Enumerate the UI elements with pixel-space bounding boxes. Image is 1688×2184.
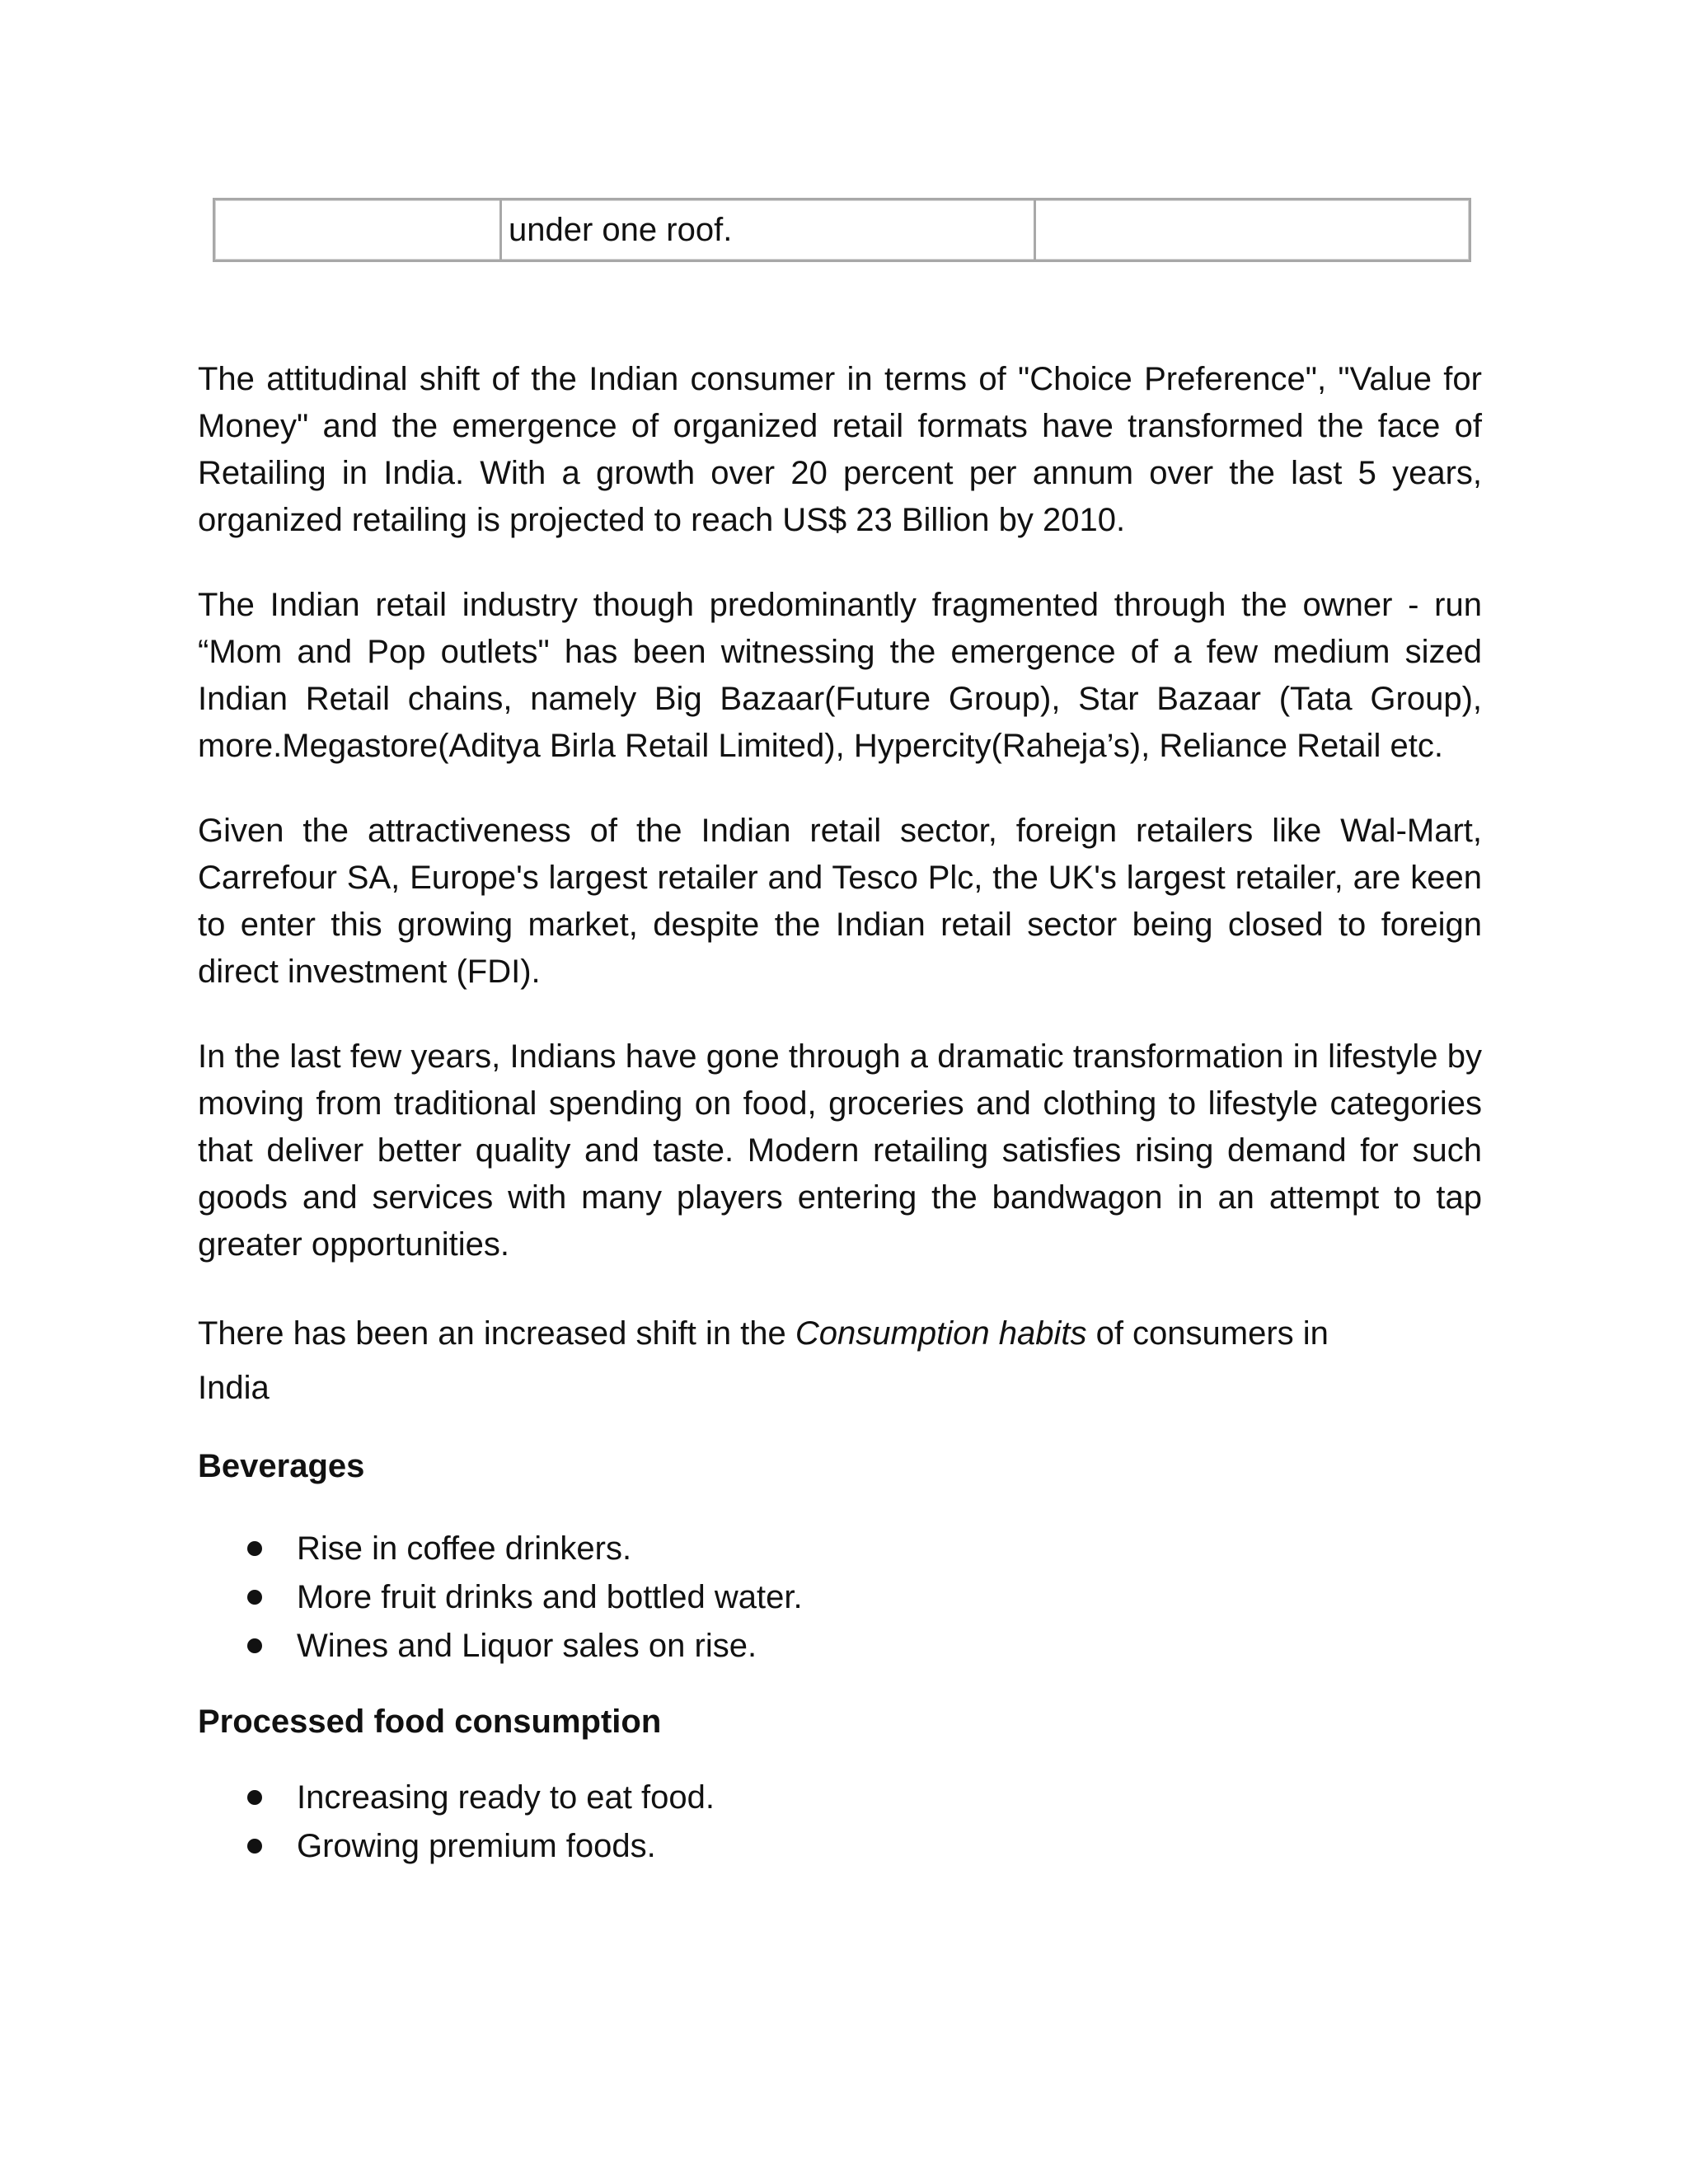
list-item-text: Growing premium foods. (297, 1828, 656, 1864)
consumption-text-last-line: India (198, 1370, 270, 1406)
processed-food-list (198, 1774, 1482, 1871)
heading-processed-food: Processed food consumption (198, 1704, 662, 1740)
beverages-list (198, 1525, 1482, 1671)
table-cell (214, 199, 501, 261)
list-item (198, 1774, 1482, 1822)
bullet-icon (247, 1638, 262, 1653)
list-item (198, 1622, 1482, 1671)
table-fragment (213, 198, 1471, 262)
list-item-text: Increasing ready to eat food. (297, 1779, 715, 1816)
list-item-text: More fruit drinks and bottled water. (297, 1579, 803, 1615)
list-item-text: Rise in coffee drinkers. (297, 1530, 632, 1567)
bullet-icon (247, 1541, 262, 1556)
heading-beverages: Beverages (198, 1448, 365, 1484)
paragraph-consumption-habits (198, 1306, 1482, 1415)
list-item (198, 1525, 1482, 1573)
list-item (198, 1573, 1482, 1622)
paragraph-lifestyle-transformation: In the last few years, Indians have gone through a dramatic transformation in lifestyle by moving from traditional spending on food, groceries and clothing to lifestyle categories that deliver better quality and taste. Modern retailing satisfies rising demand for such goods and services with many players entering the bandwagon in an attempt to tap greater opportunities. (198, 1038, 1482, 1263)
list-item-text: Wines and Liquor sales on rise. (297, 1628, 757, 1664)
table-cell: under one roof. (501, 199, 1035, 261)
list-item (198, 1822, 1482, 1871)
paragraph-attitudinal-shift: The attitudinal shift of the Indian consumer in terms of "Choice Preference", "Value for Money" and the emergence of organized retail formats have transformed the face of Retailing in India. With a growth over 20 percent per annum over the last 5 years, organized retailing is projected to reach US$ 23 Billion by 2010. (198, 361, 1482, 538)
body-content (198, 356, 1482, 1871)
consumption-text-after: of consumers in (1086, 1315, 1329, 1352)
paragraph-foreign-retailers: Given the attractiveness of the Indian retail sector, foreign retailers like Wal-Mart, Carrefour SA, Europe's largest retailer and Tesco Plc, the UK's largest retailer, are keen to enter this growing market, despite the Indian retail sector being closed to foreign direct investment (FDI). (198, 813, 1482, 990)
table-cell (1035, 199, 1470, 261)
table-row (214, 199, 1470, 261)
bullet-icon (247, 1790, 262, 1805)
paragraph-retail-industry: The Indian retail industry though predominantly fragmented through the owner - run “Mom and Pop outlets" has been witnessing the emergence of a few medium sized Indian Retail chains, namely Big Bazaar(Future Group), Star Bazaar (Tata Group), more.Megastore(Aditya Birla Retail Limited), Hypercity(Raheja’s), Reliance Retail etc. (198, 587, 1482, 764)
bullet-icon (247, 1590, 262, 1605)
consumption-text-before: There has been an increased shift in the (198, 1315, 795, 1352)
consumption-habits-emphasis: Consumption habits (795, 1315, 1087, 1352)
bullet-icon (247, 1839, 262, 1854)
